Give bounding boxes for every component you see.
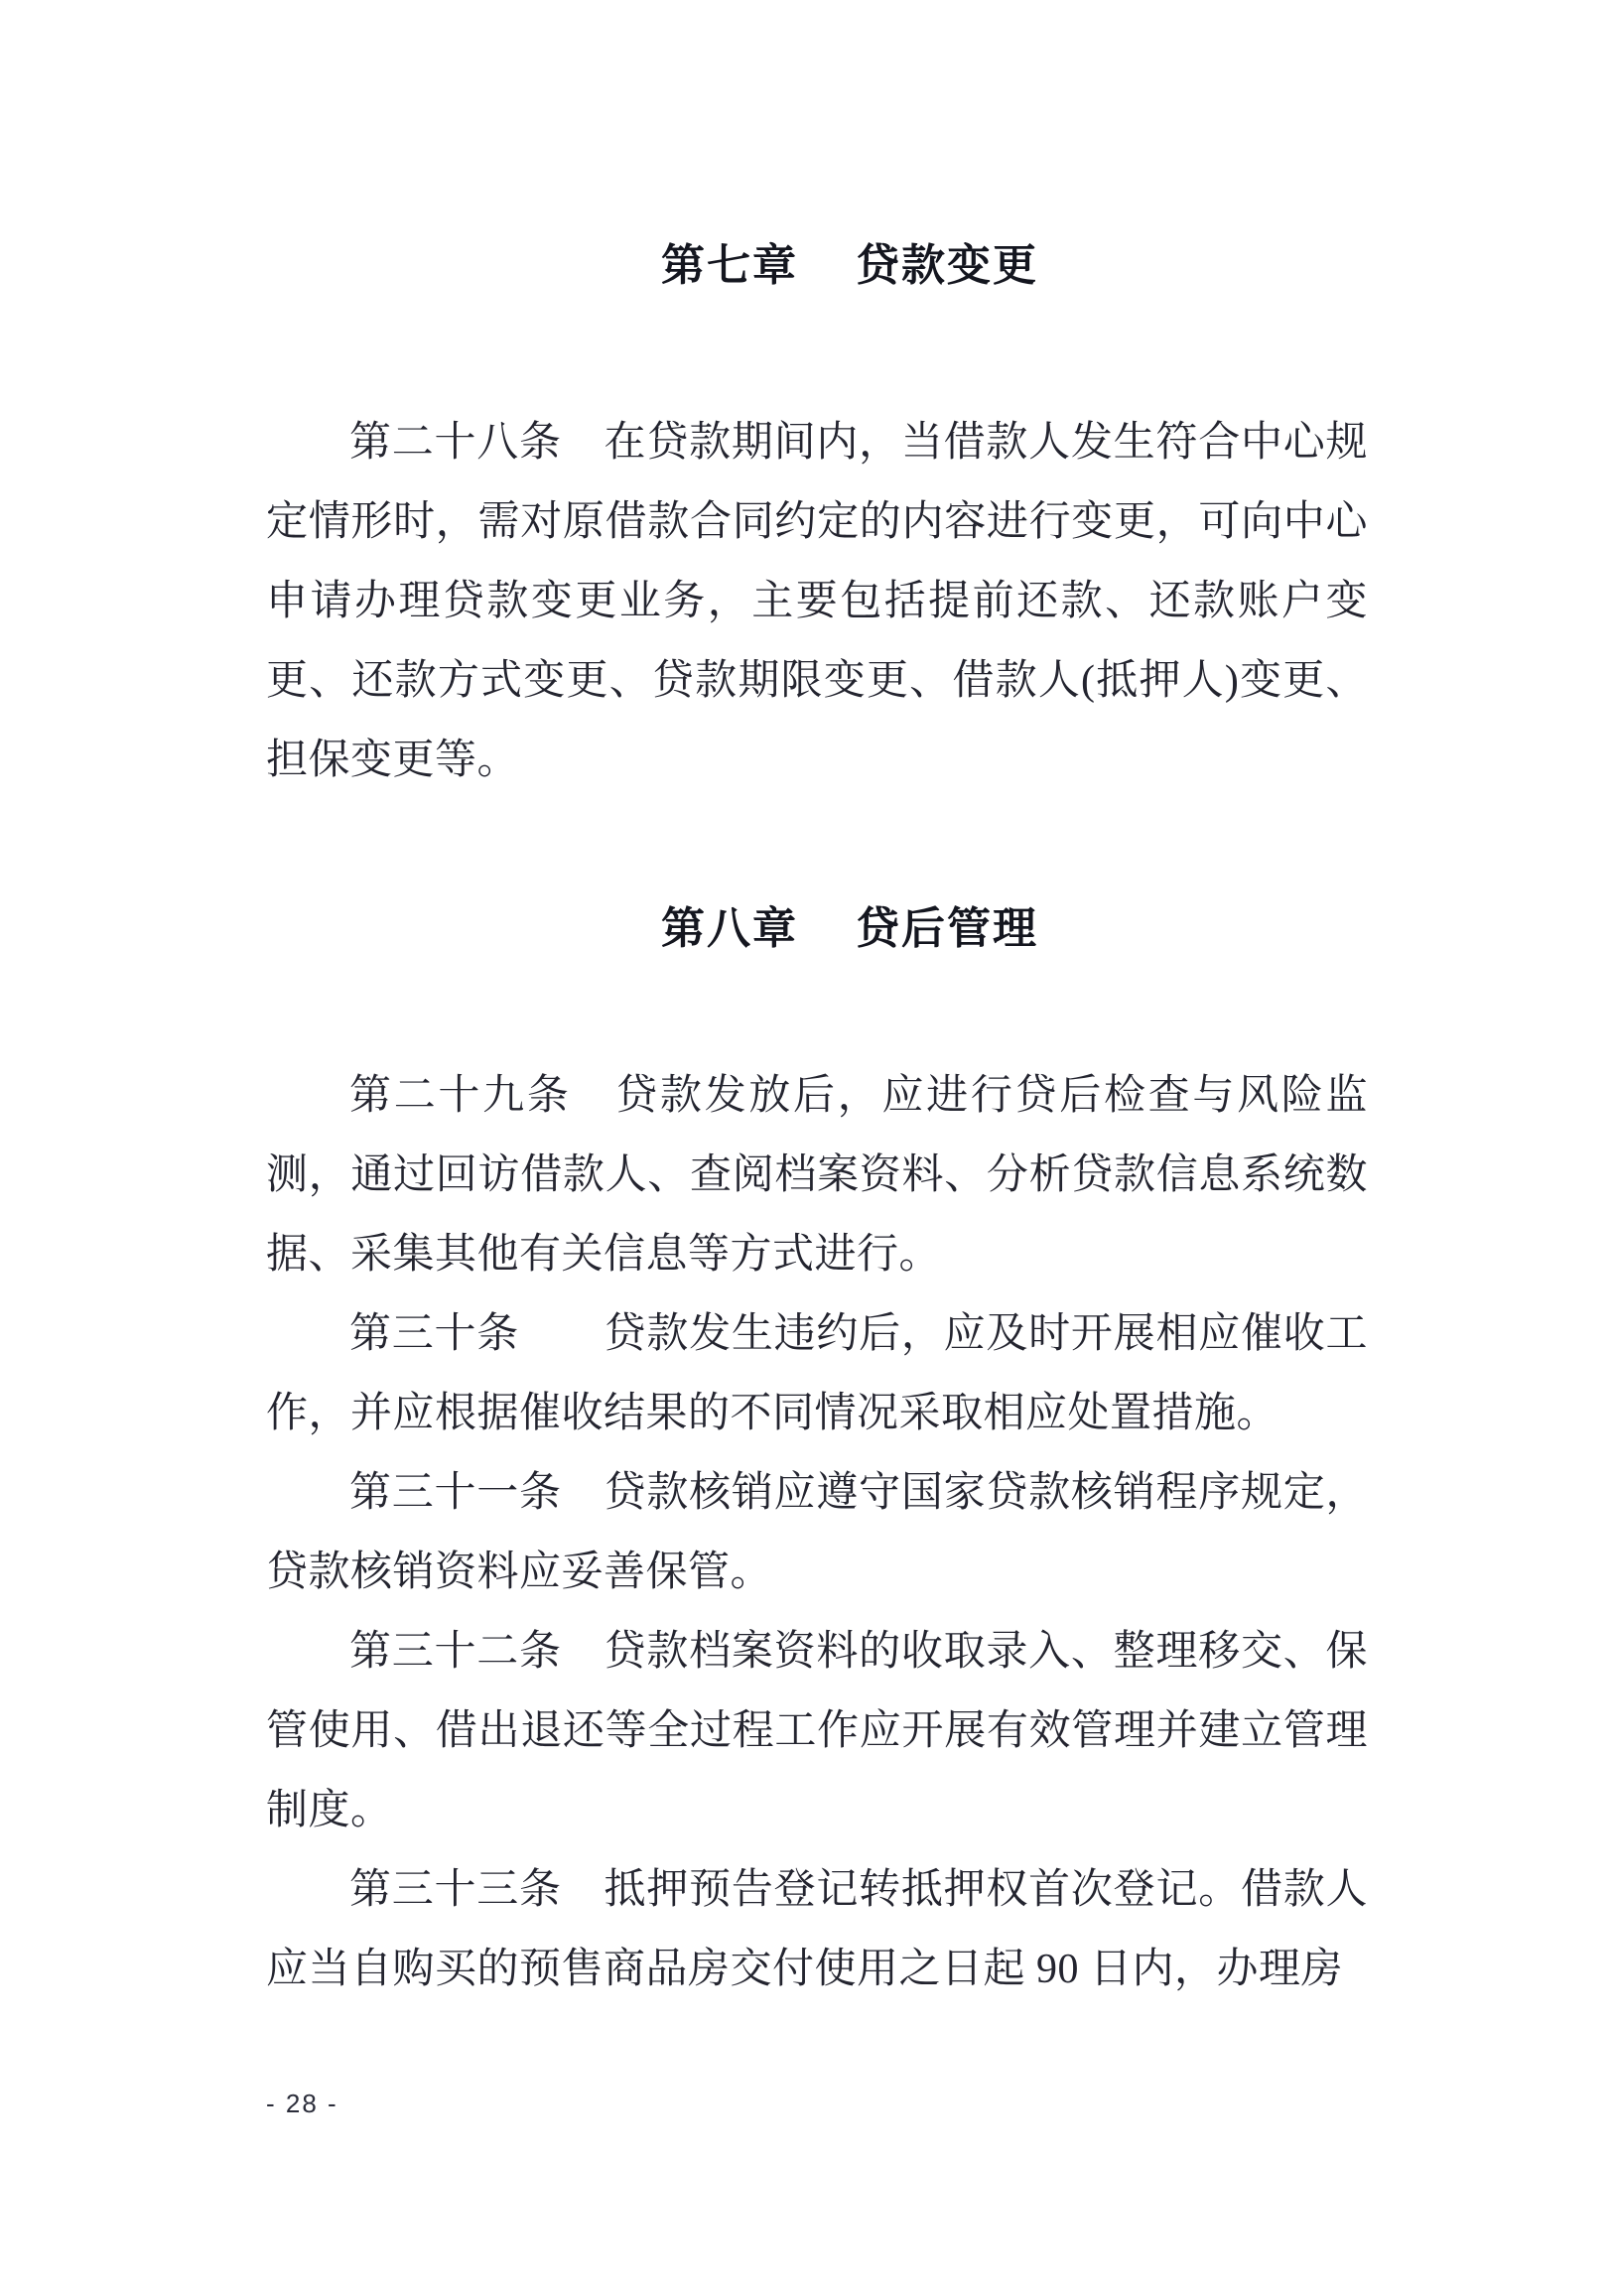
article-29-paragraph: 第二十九条 贷款发放后，应进行贷后检查与风险监测，通过回访借款人、查阅档案资料、分析贷款信息系统数据、采集其他有关信息等方式进行。 — [266, 1073, 1368, 1278]
chapter-7-title: 贷款变更 — [856, 241, 1038, 290]
article-32-paragraph: 第三十二条 贷款档案资料的收取录入、整理移交、保管使用、借出退还等全过程工作应开展有效管理并建立管理制度。 — [266, 1629, 1368, 1833]
page-number: - 28 - — [266, 2089, 338, 2118]
article-31-paragraph: 第三十一条 贷款核销应遵守国家贷款核销程序规定，贷款核销资料应妥善保管。 — [266, 1470, 1368, 1595]
chapter-7-heading — [299, 238, 1401, 294]
article-30-paragraph: 第三十条 贷款发生违约后，应及时开展相应催收工作，并应根据催收结果的不同情况采取相应处置措施。 — [266, 1311, 1368, 1436]
chapter-7-number: 第七章 — [661, 241, 798, 290]
article-33-paragraph: 第三十三条 抵押预告登记转抵押权首次登记。借款人应当自购买的预售商品房交付使用之日起 90 日内，办理房 — [266, 1867, 1368, 1992]
chapter-8-heading — [299, 901, 1401, 957]
article-28-paragraph: 第二十八条 在贷款期间内，当借款人发生符合中心规定情形时，需对原借款合同约定的内容进行变更，可向中心申请办理贷款变更业务，主要包括提前还款、还款账户变更、还款方式变更、贷款期限变更、借款人(抵押人)变更、担保变更等。 — [266, 420, 1368, 783]
chapter-8-number: 第八章 — [661, 904, 798, 953]
chapter-8-title: 贷后管理 — [856, 904, 1038, 953]
